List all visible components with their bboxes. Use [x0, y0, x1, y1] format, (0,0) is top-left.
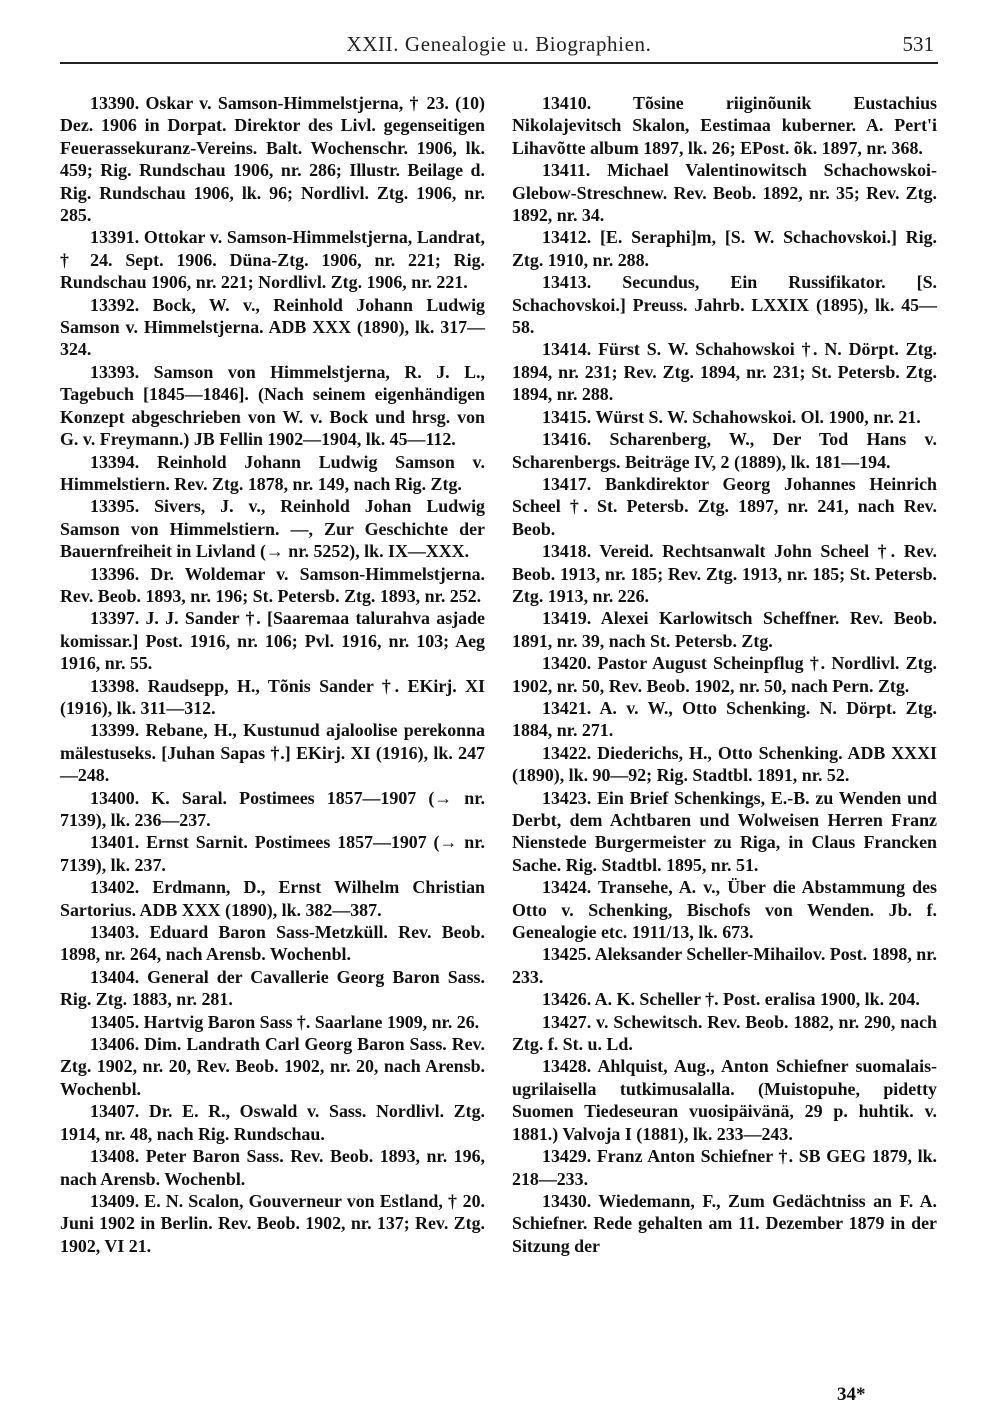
bibliography-entry: 13427. v. Schewitsch. Rev. Beob. 1882, nr. 290, nach Ztg. f. St. u. Ld. [512, 1011, 937, 1055]
bibliography-entry: 13429. Franz Anton Schiefner †. SB GEG 1879, lk. 218—233. [512, 1146, 937, 1189]
bibliography-entry: 13418. Vereid. Rechtsanwalt John Scheel †. Rev. Beob. 1913, nr. 185; Rev. Ztg. 1913, nr. 185; St. Petersb. Ztg. 1913, nr. 226. [512, 541, 937, 606]
bibliography-entry: 13425. Aleksander Scheller-Mihailov. Post. 1898, nr. 233. [512, 944, 937, 987]
bibliography-entry: 13426. A. K. Scheller †. Post. eralisa 1900, lk. 204. [542, 989, 920, 1010]
page-header [60, 30, 938, 64]
bibliography-entry: 13403. Eduard Baron Sass-Metzküll. Rev. Beob. 1898, nr. 264, nach Arensb. Wochenbl. [60, 922, 485, 965]
bibliography-entry: 13424. Transehe, A. v., Über die Abstammung des Otto v. Schenking, Bischofs von Wenden. Jb. f. Genealogie etc. 1911/13, lk. 673. [512, 877, 937, 943]
bibliography-entry: 13410. Tõsine riiginõunik Eustachius Nikolajevitsch Skalon, Eestimaa kuberner. A. Pert'i Lihavõtte album 1897, lk. 26; EPost. õk. 1897, nr. 368. [512, 93, 937, 158]
page-number: 531 [902, 32, 934, 56]
bibliography-entry: 13417. Bankdirektor Georg Johannes Heinrich Scheel †. St. Petersb. Ztg. 1897, nr. 241, nach Rev. Beob. [512, 473, 937, 539]
bibliography-entry: 13392. Bock, W. v., Reinhold Johann Ludwig Samson v. Himmelstjerna. ADB XXX (1890), lk. 317—324. [60, 294, 485, 360]
bibliography-entry: 13404. General der Cavallerie Georg Baron Sass. Rig. Ztg. 1883, nr. 281. [60, 966, 485, 1010]
bibliography-entry: 13390. Oskar v. Samson-Himmelstjerna, † 23. (10) Dez. 1906 in Dorpat. Direktor des Livl. gegenseitigen Feuerassekuranz-Vereins. Balt. Wochenschr. 1906, lk. 459; Rig. Rundschau 1906, nr. 286; Illustr. Beilage d. Rig. Rundschau 1906, lk. 96; Nordlivl. Ztg. 1906, nr. 285. [60, 93, 485, 226]
bibliography-entry: 13405. Hartvig Baron Sass †. Saarlane 1909, nr. 26. [90, 1011, 480, 1032]
right-column [512, 92, 937, 1257]
bibliography-entry: 13412. [E. Seraphi]m, [S. W. Schachovskoi.] Rig. Ztg. 1910, nr. 288. [512, 227, 937, 270]
bibliography-entry: 13430. Wiedemann, F., Zum Gedächtniss an F. A. Schiefner. Rede gehalten am 11. Dezember 1879 in der Sitzung der [512, 1190, 937, 1256]
bibliography-entry: 13408. Peter Baron Sass. Rev. Beob. 1893, nr. 196, nach Arensb. Wochenbl. [60, 1146, 485, 1189]
bibliography-entry: 13406. Dim. Landrath Carl Georg Baron Sass. Rev. Ztg. 1902, nr. 20, Rev. Beob. 1902, nr. 20, nach Arensb. Wochenbl. [60, 1034, 485, 1099]
bibliography-entry: 13393. Samson von Himmelstjerna, R. J. L., Tagebuch [1845—1846]. (Nach seinem eigenhändigen Konzept abgeschrieben von W. v. Bock und hrsg. von G. v. Freymann.) JB Fellin 1902—1904, lk. 45—112. [60, 361, 485, 450]
bibliography-entry: 13415. Würst S. W. Schahowskoi. Ol. 1900, nr. 21. [542, 406, 921, 427]
bibliography-entry: 13394. Reinhold Johann Ludwig Samson v. Himmelstiern. Rev. Ztg. 1878, nr. 149, nach Rig. Ztg. [60, 451, 485, 494]
signature-mark: 34* [837, 1384, 866, 1405]
bibliography-entry: 13421. A. v. W., Otto Schenking. N. Dörpt. Ztg. 1884, nr. 271. [512, 697, 937, 741]
bibliography-entry: 13414. Fürst S. W. Schahowskoi †. N. Dörpt. Ztg. 1894, nr. 231; Rev. Ztg. 1894, nr. 231; St. Petersb. Ztg. 1894, nr. 288. [512, 339, 937, 405]
bibliography-entry: 13396. Dr. Woldemar v. Samson-Himmelstjerna. Rev. Beob. 1893, nr. 196; St. Petersb. Ztg. 1893, nr. 252. [60, 563, 485, 606]
bibliography-entry: 13428. Ahlquist, Aug., Anton Schiefner suomalais-ugrilaisella tutkimusalalla. (Muistopuhe, pidetty Suomen Tiedeseuran vuosipäivänä, 29 p. huhtik. v. 1881.) Valvoja I (1881), lk. 233—243. [512, 1056, 937, 1144]
bibliography-entry: 13402. Erdmann, D., Ernst Wilhelm Christian Sartorius. ADB XXX (1890), lk. 382—387. [60, 877, 485, 920]
left-column [60, 92, 485, 1257]
bibliography-entry: 13419. Alexei Karlowitsch Scheffner. Rev. Beob. 1891, nr. 39, nach St. Petersb. Ztg. [512, 608, 937, 651]
bibliography-entry: 13397. J. J. Sander †. [Saaremaa talurahva asjade komissar.] Post. 1916, nr. 106; Pvl. 1916, nr. 103; Aeg 1916, nr. 55. [60, 608, 485, 674]
bibliography-entry: 13411. Michael Valentinowitsch Schachowskoi-Glebow-Streschnew. Rev. Beob. 1892, nr. 35; Rev. Ztg. 1892, nr. 34. [512, 160, 937, 226]
bibliography-entry: 13399. Rebane, H., Kustunud ajaloolise perekonna mälestuseks. [Juhan Sapas †.] EKirj. XI (1916), lk. 247—248. [60, 720, 485, 786]
bibliography-entry: 13407. Dr. E. R., Oswald v. Sass. Nordlivl. Ztg. 1914, nr. 48, nach Rig. Rundschau. [60, 1101, 485, 1144]
bibliography-entry: 13409. E. N. Scalon, Gouverneur von Estland, † 20. Juni 1902 in Berlin. Rev. Beob. 1902, nr. 137; Rev. Ztg. 1902, VI 21. [60, 1190, 485, 1256]
bibliography-entry: 13420. Pastor August Scheinpflug †. Nordlivl. Ztg. 1902, nr. 50, Rev. Beob. 1902, nr. 50, nach Pern. Ztg. [512, 653, 937, 696]
bibliography-entry: 13416. Scharenberg, W., Der Tod Hans v. Scharenbergs. Beiträge IV, 2 (1889), lk. 181—194. [512, 429, 937, 472]
bibliography-entry: 13422. Diederichs, H., Otto Schenking. ADB XXXI (1890), lk. 90—92; Rig. Stadtbl. 1891, nr. 52. [512, 742, 937, 786]
running-head: XXII. Genealogie u. Biographien. [346, 32, 652, 56]
bibliography-entry: 13400. K. Saral. Postimees 1857—1907 (→ nr. 7139), lk. 236—237. [60, 787, 485, 830]
bibliography-entry: 13391. Ottokar v. Samson-Himmelstjerna, Landrat, † 24. Sept. 1906. Düna-Ztg. 1906, nr. 221; Rig. Rundschau 1906, nr. 221; Nordlivl. Ztg. 1906, nr. 221. [60, 227, 485, 293]
bibliography-entry: 13401. Ernst Sarnit. Postimees 1857—1907 (→ nr. 7139), lk. 237. [60, 832, 485, 875]
bibliography-entry: 13413. Secundus, Ein Russifikator. [S. Schachovskoi.] Preuss. Jahrb. LXXIX (1895), lk. 45—58. [512, 272, 937, 338]
bibliography-entry: 13395. Sivers, J. v., Reinhold Johan Ludwig Samson von Himmelstiern. —, Zur Geschichte der Bauernfreiheit in Livland (→ nr. 5252), lk. IX—XXX. [60, 496, 485, 562]
bibliography-entry: 13398. Raudsepp, H., Tõnis Sander †. EKirj. XI (1916), lk. 311—312. [60, 675, 485, 718]
bibliography-entry: 13423. Ein Brief Schenkings, E.-B. zu Wenden und Derbt, dem Achtbaren und Wolweisen Herren Franz Nienstede Burgermeister zu Riga, in Claus Francken Sache. Rig. Stadtbl. 1895, nr. 51. [512, 787, 937, 875]
